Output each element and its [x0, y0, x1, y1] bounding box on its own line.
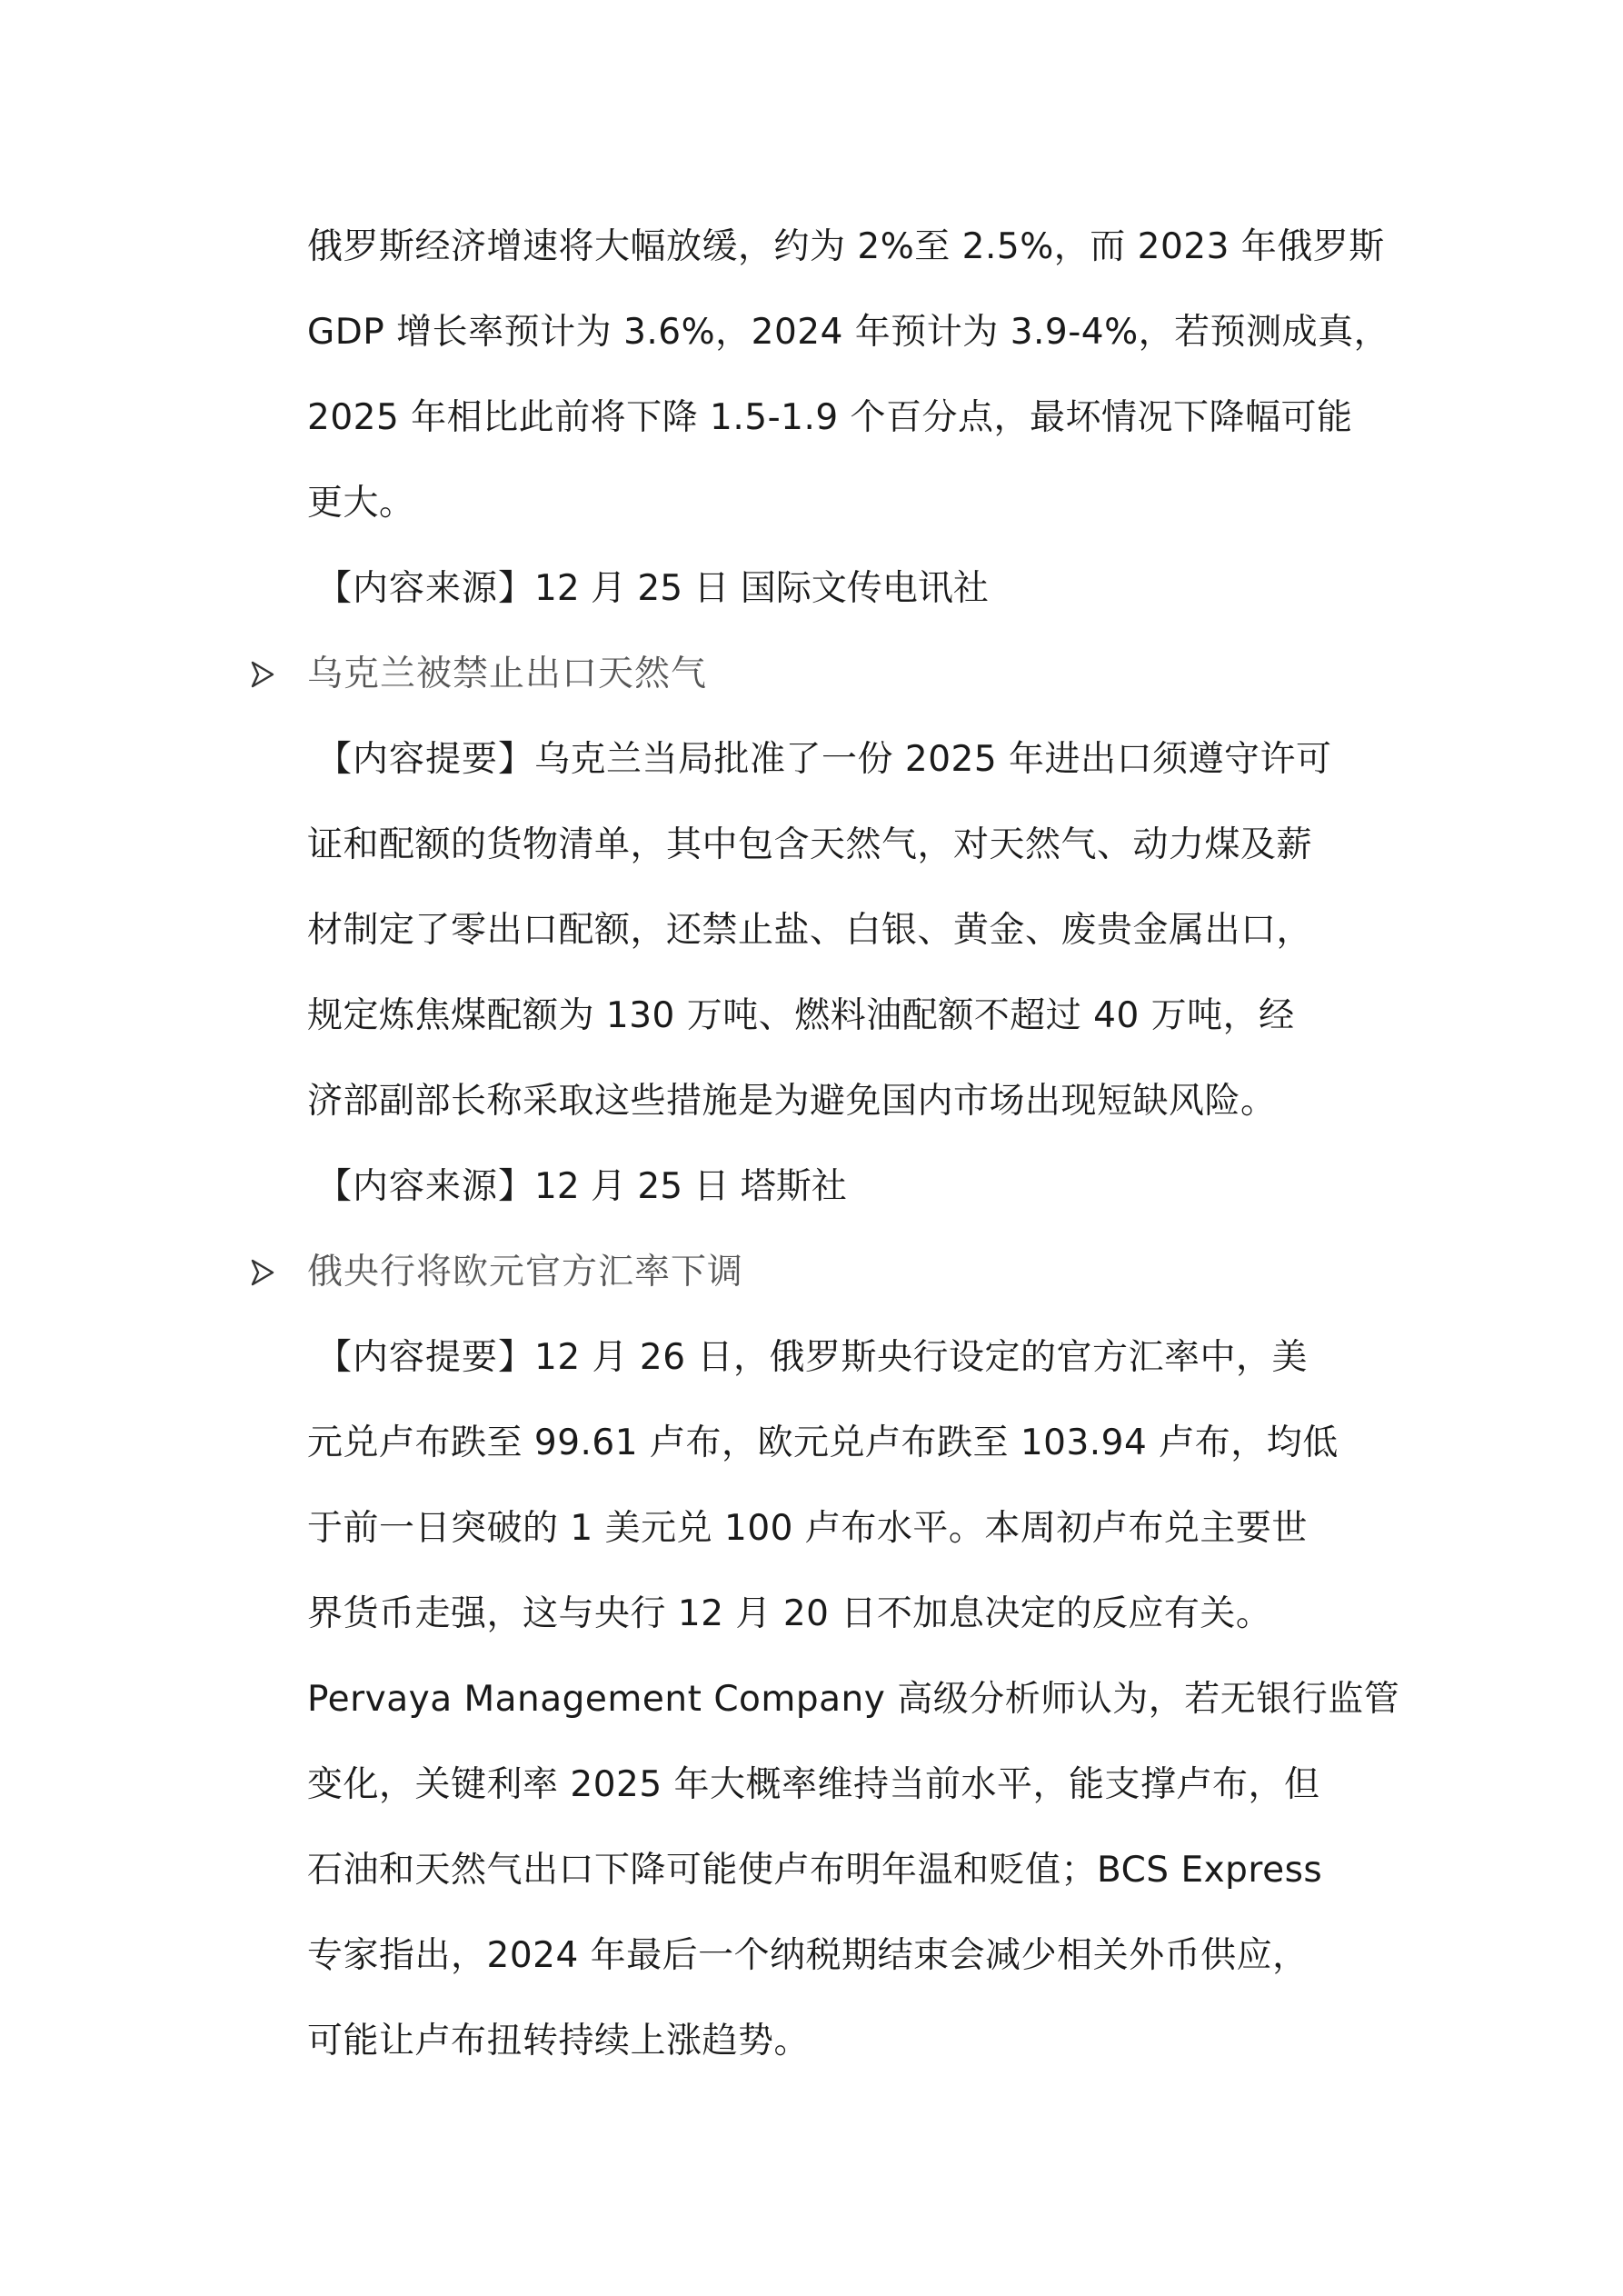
article1-line: 俄罗斯经济增速将大幅放缓，约为 2%至 2.5%，而 2023 年俄罗斯 — [307, 226, 1385, 267]
article3-line: 于前一日突破的 1 美元兑 100 卢布水平。本周初卢布兑主要世 — [307, 1508, 1308, 1549]
summary-text: 12 月 26 日，俄罗斯央行设定的官方汇率中，美 — [534, 1337, 1308, 1378]
article1-body — [307, 205, 1389, 546]
arrow-bullet-icon — [245, 632, 282, 717]
article2-title: 乌克兰被禁止出口天然气 — [307, 654, 708, 694]
article3-line: 元兑卢布跌至 99.61 卢布，欧元兑卢布跌至 103.94 卢布，均低 — [307, 1423, 1339, 1463]
article3-line — [307, 1315, 1389, 1401]
article3-line: Pervaya Management Company 高级分析师认为，若无银行监管 — [307, 1679, 1400, 1720]
article2-line — [307, 717, 1389, 803]
arrow-bullet-icon — [245, 1230, 282, 1315]
article3-title: 俄央行将欧元官方汇率下调 — [307, 1252, 744, 1293]
source-text: 12 月 25 日 国际文传电讯社 — [534, 568, 989, 609]
article2-summary — [307, 717, 1389, 1144]
source-label: 【内容来源】 — [316, 568, 535, 609]
summary-label: 【内容提要】 — [316, 1337, 535, 1378]
article3-line: 可能让卢布扭转持续上涨趋势。 — [307, 2021, 811, 2061]
article1-line: GDP 增长率预计为 3.6%，2024 年预计为 3.9-4%，若预测成真， — [307, 312, 1390, 353]
article1-line: 更大。 — [307, 483, 415, 524]
summary-text: 乌克兰当局批准了一份 2025 年进出口须遵守许可 — [534, 739, 1332, 780]
summary-label: 【内容提要】 — [316, 739, 535, 780]
article3-line: 变化，关键利率 2025 年大概率维持当前水平，能支撑卢布，但 — [307, 1764, 1320, 1805]
article2-line: 济部副部长称采取这些措施是为避免国内市场出现短缺风险。 — [307, 1081, 1277, 1122]
article3-heading — [307, 1230, 1389, 1315]
source-label: 【内容来源】 — [316, 1166, 535, 1207]
article2-source — [307, 1144, 1389, 1230]
article1-line: 2025 年相比此前将下降 1.5-1.9 个百分点，最坏情况下降幅可能 — [307, 397, 1353, 438]
article1-source — [307, 546, 1389, 632]
article2-line: 规定炼焦煤配额为 130 万吨、燃料油配额不超过 40 万吨，经 — [307, 995, 1295, 1036]
article3-summary — [307, 1315, 1400, 2084]
article3-line: 界货币走强，这与央行 12 月 20 日不加息决定的反应有关。 — [307, 1593, 1272, 1634]
article3-line: 石油和天然气出口下降可能使卢布明年温和贬值；BCS Express — [307, 1850, 1323, 1891]
source-text: 12 月 25 日 塔斯社 — [534, 1166, 847, 1207]
article2-heading — [307, 632, 1389, 717]
document-content — [307, 205, 1400, 2084]
article2-line: 证和配额的货物清单，其中包含天然气，对天然气、动力煤及薪 — [307, 824, 1313, 865]
article2-line: 材制定了零出口配额，还禁止盐、白银、黄金、废贵金属出口， — [307, 910, 1313, 951]
article3-line: 专家指出，2024 年最后一个纳税期结束会减少相关外币供应， — [307, 1935, 1309, 1976]
